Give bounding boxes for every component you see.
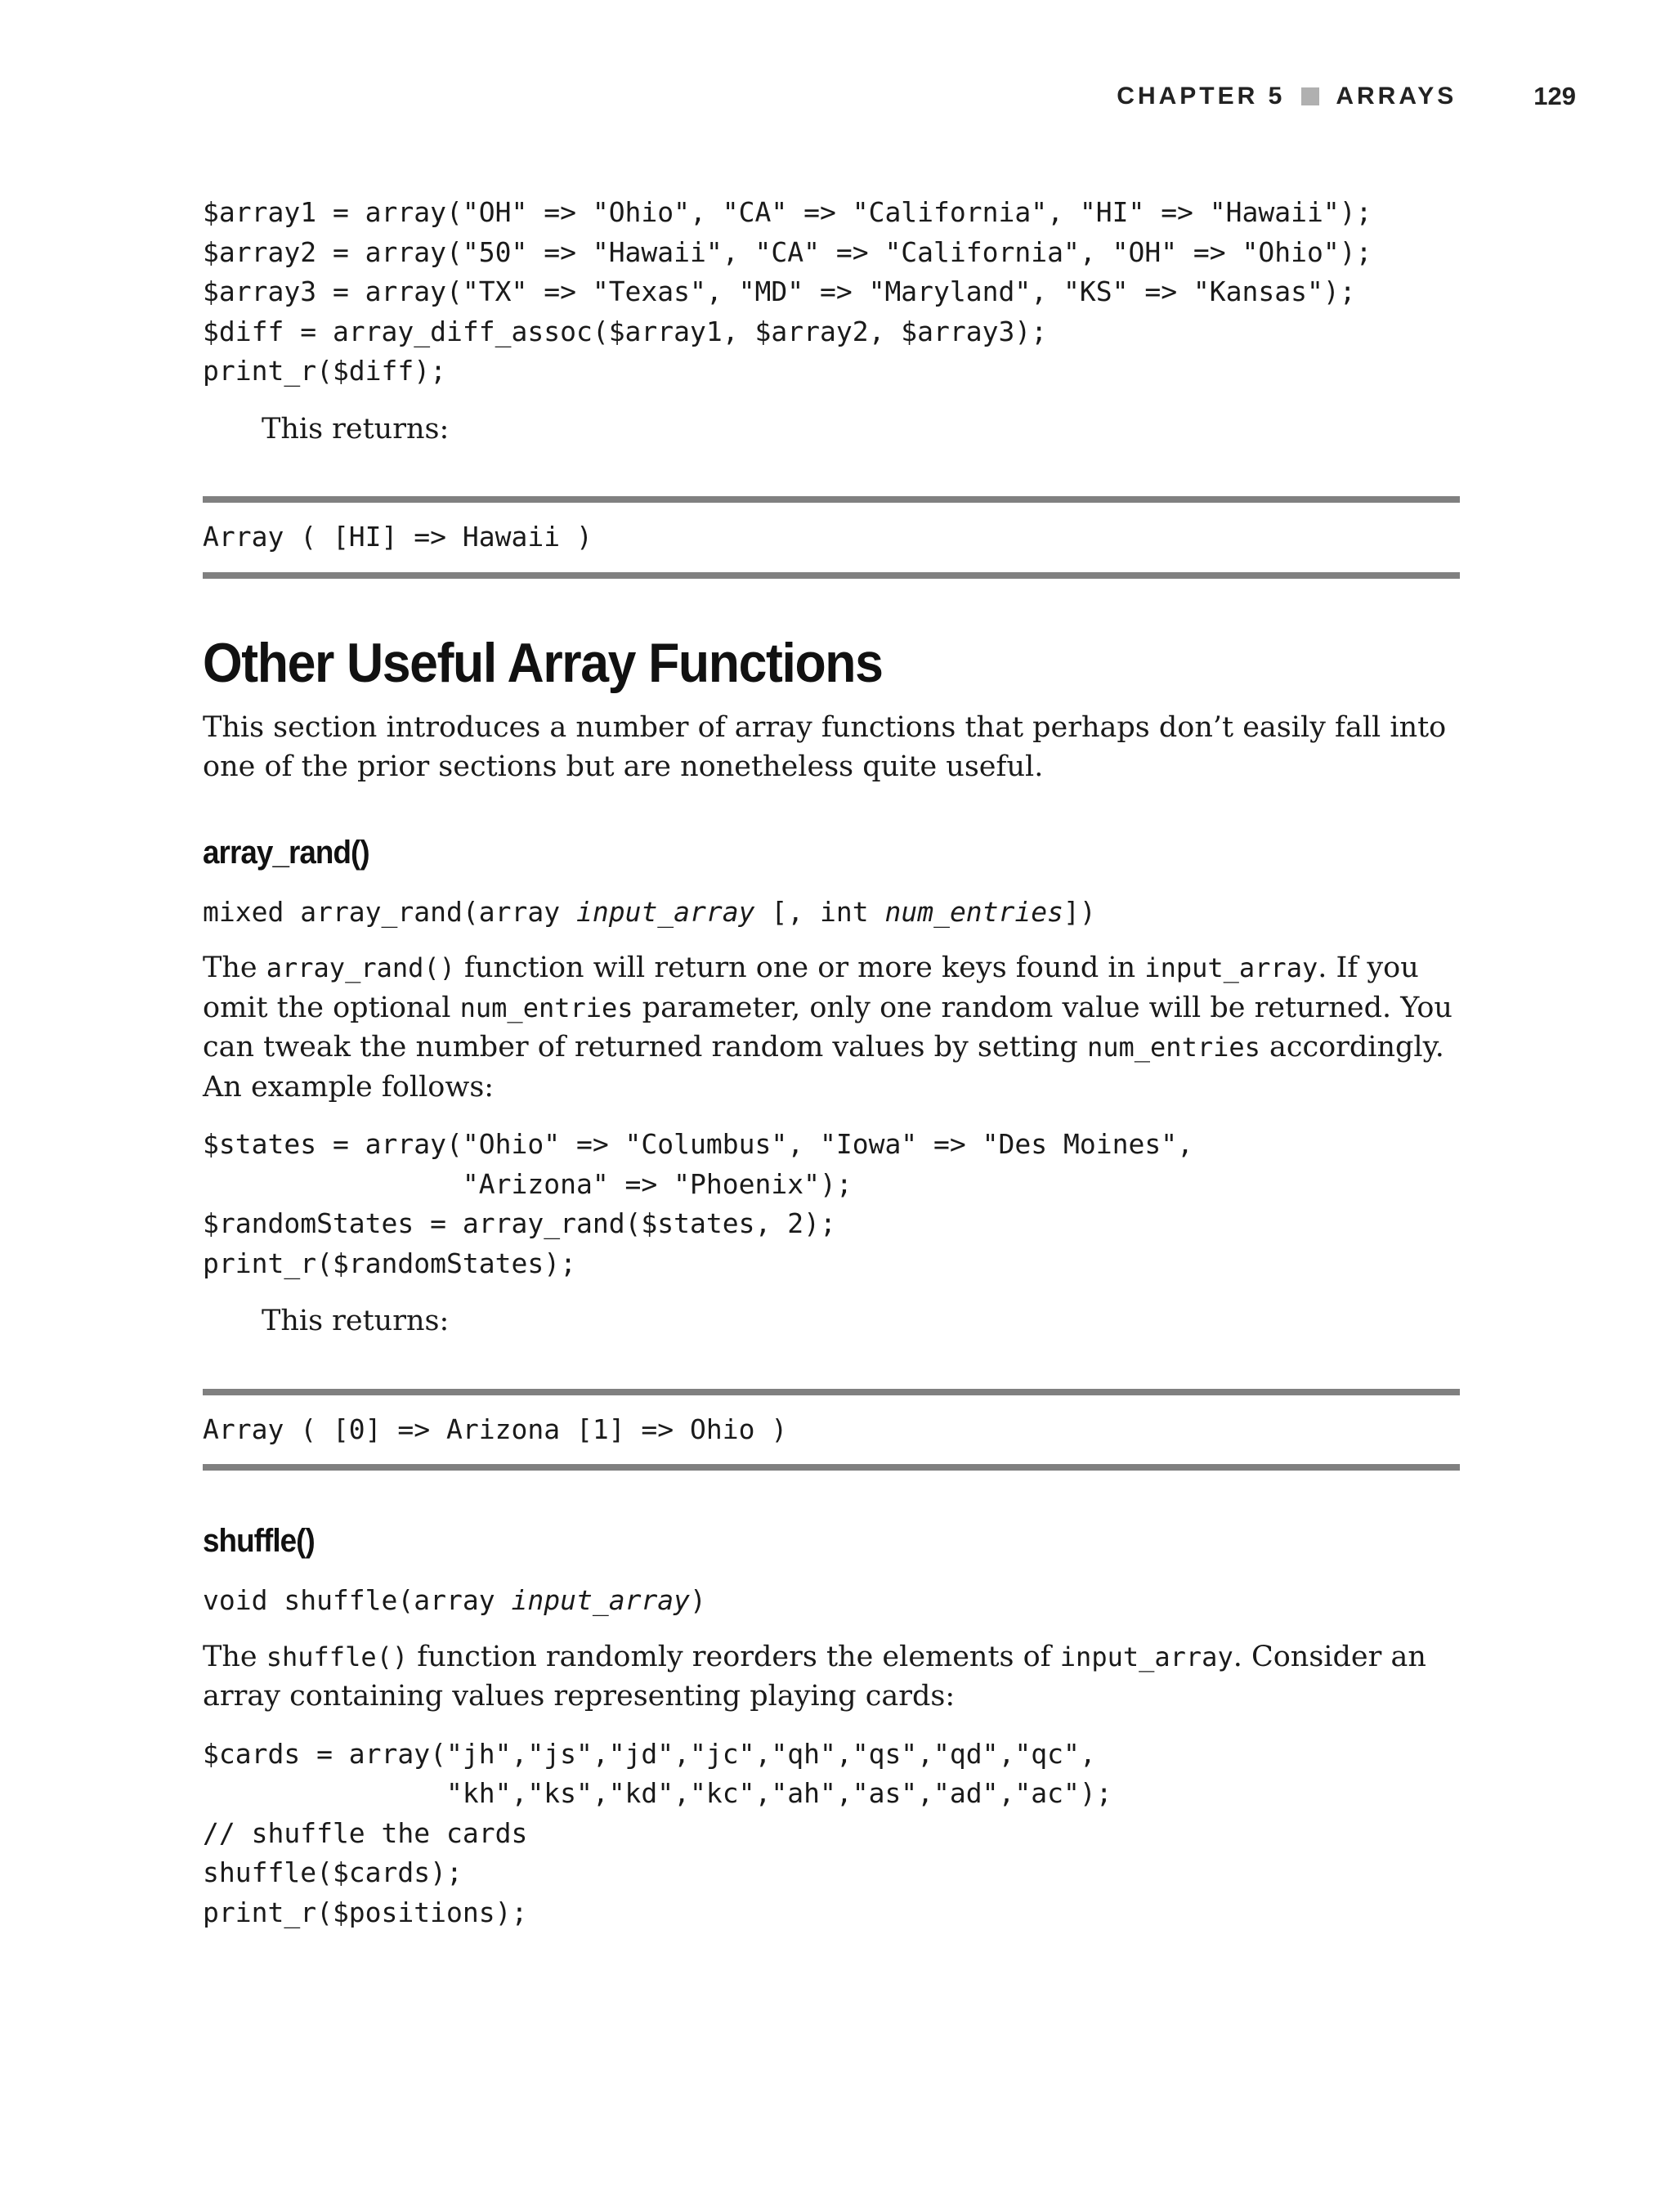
shuffle-heading: shuffle() (203, 1523, 315, 1559)
output-text: Array ( [HI] => Hawaii ) (203, 521, 593, 553)
inline-code: array_rand() (266, 952, 455, 983)
chapter-label: CHAPTER 5 (1117, 83, 1286, 110)
array-rand-signature (203, 893, 1460, 933)
array-rand-description (203, 948, 1460, 1107)
code-line: $array3 = array("TX" => "Texas", "MD" => "Maryland", "KS" => "Kansas"); (203, 275, 1356, 307)
output-box-array-rand (203, 1389, 1460, 1471)
signature-text: ) (690, 1584, 706, 1616)
code-line: $array1 = array("OH" => "Ohio", "CA" => "California", "HI" => "Hawaii"); (203, 196, 1372, 228)
section-intro: This section introduces a number of array functions that perhaps don’t easily fall into one of the prior sections but are nonetheless quite useful. (203, 710, 1447, 783)
signature-text: mixed array_rand(array (203, 895, 576, 928)
chapter-section-label: ARRAYS (1336, 83, 1457, 110)
returns-label: This returns: (262, 412, 450, 446)
code-line: shuffle($cards); (203, 1856, 463, 1888)
page-content (203, 193, 1460, 1932)
description-text: . Consider an array containing values representing playing cards: (203, 1640, 1426, 1713)
running-head (1117, 82, 1576, 111)
signature-param: input_array (575, 895, 755, 928)
code-line: "kh","ks","kd","kc","ah","as","ad","ac"); (203, 1777, 1112, 1809)
array-rand-heading: array_rand() (203, 834, 369, 871)
description-text: The (203, 952, 266, 984)
returns-label: This returns: (262, 1305, 450, 1337)
description-text: accordingly. An example follows: (203, 1031, 1444, 1104)
description-text: function randomly reorders the elements of (408, 1640, 1060, 1673)
separator-square-icon (1301, 87, 1319, 105)
inline-code: input_array (1144, 952, 1318, 983)
inline-code: num_entries (1086, 1032, 1260, 1063)
description-text: function will return one or more keys found in (454, 952, 1145, 984)
inline-code: shuffle() (266, 1641, 409, 1672)
signature-text: void shuffle(array (203, 1584, 512, 1616)
code-line: $states = array("Ohio" => "Columbus", "Iowa" => "Des Moines", (203, 1128, 1193, 1160)
inline-code: num_entries (459, 992, 633, 1023)
output-text: Array ( [0] => Arizona [1] => Ohio ) (203, 1413, 788, 1445)
inline-code: input_array (1059, 1641, 1233, 1672)
signature-param: num_entries (884, 895, 1064, 928)
code-line: // shuffle the cards (203, 1816, 528, 1849)
section-title: Other Useful Array Functions (203, 631, 883, 694)
description-text: The (203, 1640, 266, 1673)
signature-param: input_array (511, 1584, 691, 1616)
page-number: 129 (1533, 82, 1576, 110)
code-line: $cards = array("jh","js","jd","jc","qh","qs","qd","qc", (203, 1737, 1096, 1770)
code-line: "Arizona" => "Phoenix"); (203, 1167, 853, 1200)
code-line: print_r($randomStates); (203, 1247, 576, 1279)
code-block-array-rand (203, 1125, 1460, 1283)
signature-text: ]) (1063, 895, 1096, 928)
description-text: parameter, only one random value will be returned. You can tweak the number of returned random values by setting (203, 991, 1452, 1063)
code-line: $randomStates = array_rand($states, 2); (203, 1207, 836, 1239)
signature-text: [, int (754, 895, 885, 928)
shuffle-description (203, 1637, 1460, 1717)
code-line: print_r($diff); (203, 355, 447, 387)
code-line: $array2 = array("50" => "Hawaii", "CA" => "California", "OH" => "Ohio"); (203, 235, 1372, 268)
output-box-diff (203, 496, 1460, 579)
description-text: . If you omit the optional (203, 952, 1419, 1024)
shuffle-signature (203, 1581, 1460, 1621)
code-block-array-diff-assoc (203, 193, 1460, 392)
code-line: $diff = array_diff_assoc($array1, $array2, $array3); (203, 315, 1048, 347)
code-block-shuffle (203, 1735, 1460, 1933)
code-line: print_r($positions); (203, 1896, 528, 1928)
